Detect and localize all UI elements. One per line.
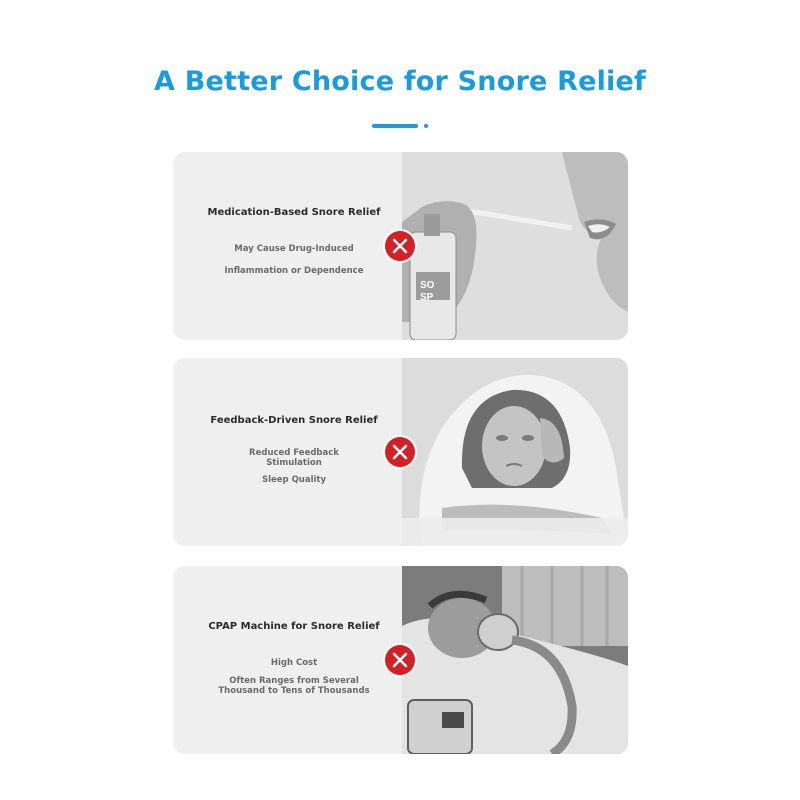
cross-icon: [385, 437, 415, 467]
card-line: Inflammation or Dependence: [224, 266, 364, 276]
card-line: Reduced Feedback: [249, 448, 339, 458]
card-line: Thousand to Tens of Thousands: [218, 686, 370, 696]
card-text-area: [173, 152, 415, 340]
comparison-card-medication: [173, 152, 628, 340]
title-underline-dot: [424, 124, 428, 128]
title-underline: [372, 124, 418, 128]
cross-icon: [385, 645, 415, 675]
card-title: CPAP Machine for Snore Relief: [208, 621, 380, 632]
nasal-spray-photo: [402, 152, 628, 340]
card-line: Sleep Quality: [261, 475, 327, 485]
card-title: Feedback-Driven Snore Relief: [210, 415, 378, 426]
cross-icon: [385, 231, 415, 261]
svg-text:SO: SO: [420, 280, 435, 291]
cpap-sleeper-photo: [402, 566, 628, 754]
card-line: High Cost: [270, 658, 318, 668]
comparison-card-cpap: [173, 566, 628, 754]
card-title: Medication-Based Snore Relief: [207, 207, 381, 218]
card-text-area: [173, 358, 415, 546]
comparison-card-feedback: [173, 358, 628, 546]
card-line: Stimulation: [266, 458, 322, 468]
tired-woman-photo: [402, 358, 628, 546]
card-line: May Cause Drug-Induced: [234, 244, 354, 254]
card-text-area: [173, 566, 415, 754]
card-line: Often Ranges from Several: [229, 676, 359, 686]
svg-text:SP: SP: [420, 292, 434, 303]
page-title: A Better Choice for Snore Relief: [154, 66, 646, 97]
